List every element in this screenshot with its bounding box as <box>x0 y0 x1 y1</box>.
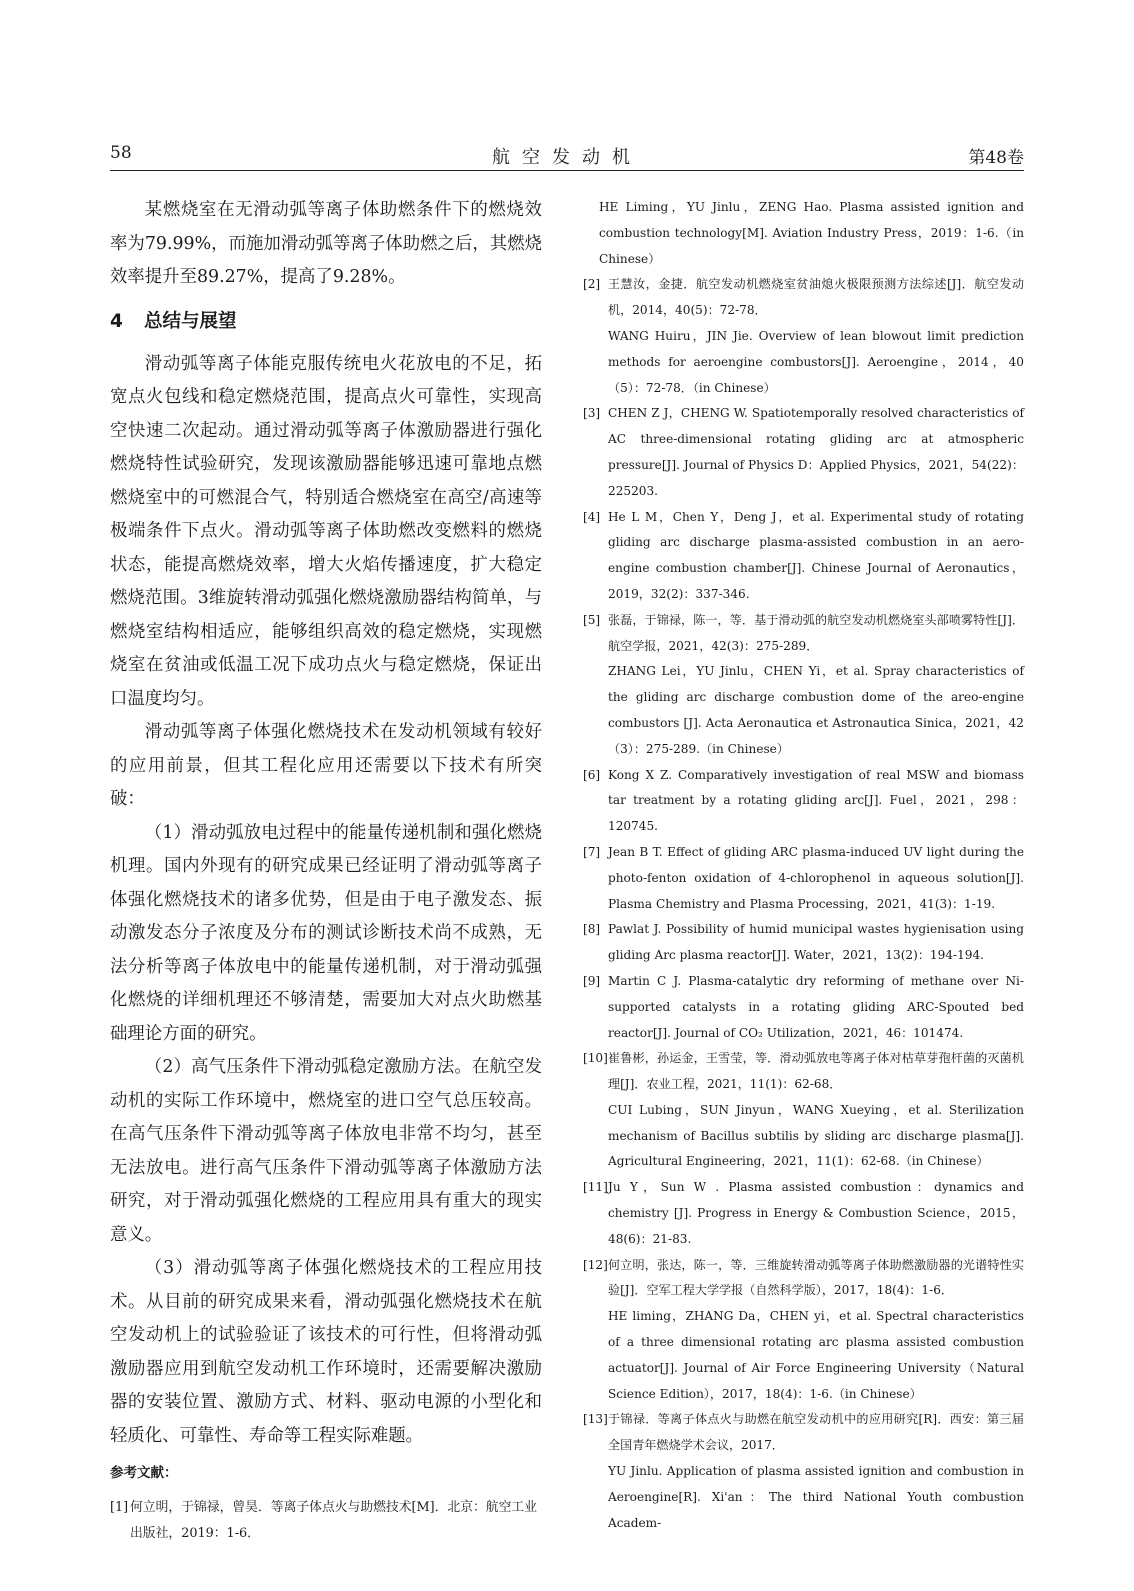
reference-text: 何立明，于锦禄，曾昊．等离子体点火与助燃技术[M]．北京：航空工业出版社，2019：1-6． <box>130 1500 537 1541</box>
reference-text-zh: 张磊，于锦禄，陈一，等．基于滑动弧的航空发动机燃烧室头部喷雾特性[J]．航空学报，2021，42(3)：275-289． <box>608 612 1024 653</box>
reference-text-en: Jean B T. Effect of gliding ARC plasma-induced UV light during the photo-fenton oxidation of 4-chlorophenol in aqueous solution[J]. Plasma Chemistry and Plasma Processing，2021，41(3)：1-19. <box>608 844 1024 911</box>
section-title: 总结与展望 <box>144 310 237 332</box>
paragraph-intro: 某燃烧室在无滑动弧等离子体助燃条件下的燃烧效率为79.99%，而施加滑动弧等离子体助燃之后，其燃烧效率提升至89.27%，提高了9.28%。 <box>110 200 543 287</box>
reference-item <box>583 1407 1024 1536</box>
section-heading <box>110 306 542 338</box>
reference-number: [4] <box>583 509 601 524</box>
reference-number: [2] <box>583 277 601 292</box>
reference-list <box>583 272 1024 1536</box>
reference-text-zh: 何立明，张达，陈一，等．三维旋转滑动弧等离子体助燃激励器的光谱特性实验[J]．空军工程大学学报（自然科学版），2017，18(4)：1-6． <box>608 1257 1024 1298</box>
paragraph-item-1: （1）滑动弧放电过程中的能量传递机制和强化燃烧机理。国内外现有的研究成果已经证明了滑动弧等离子体强化燃烧技术的诸多优势，但是由于电子激发态、振动激发态分子浓度及分布的测试诊断技术尚不成熟，无法分析等离子体放电中的能量传递机制，对于滑动弧强化燃烧的详细机理还不够清楚，需要加大对点火助燃基础理论方面的研究。 <box>110 822 542 1044</box>
reference-item <box>583 1175 1024 1252</box>
reference-item <box>583 272 1024 401</box>
reference-text-zh: 于锦禄．等离子体点火与助燃在航空发动机中的应用研究[R]．西安：第三届全国青年燃烧学术会议，2017． <box>608 1412 1024 1453</box>
reference-number: [10] <box>583 1051 608 1066</box>
reference-continuation: HE Liming，YU Jinlu，ZENG Hao. Plasma assisted ignition and combustion technology[M]. Aviation Industry Press，2019：1-6.（in Chinese） <box>599 200 1024 266</box>
reference-number: [6] <box>583 767 601 782</box>
page-number: 58 <box>110 143 132 163</box>
reference-text-en: ZHANG Lei，YU Jinlu，CHEN Yi，et al. Spray characteristics of the gliding arc discharge combustion dome of the areo-engine combustors [J]. Acta Aeronautica et Astronautica Sinica，2021，42（3）：275-289.（in Chinese） <box>608 664 1024 756</box>
reference-number: [3] <box>583 406 601 421</box>
reference-number: [11] <box>583 1180 608 1195</box>
left-column <box>110 194 542 1547</box>
paragraph-summary: 滑动弧等离子体能克服传统电火花放电的不足，拓宽点火包线和稳定燃烧范围，提高点火可靠性，实现高空快速二次起动。通过滑动弧等离子体激励器进行强化燃烧特性试验研究，发现该激励器能够迅速可靠地点燃燃烧室中的可燃混合气，特别适合燃烧室在高空/高速等极端条件下点火。滑动弧等离子体助燃改变燃料的燃烧状态，能提高燃烧效率，增大火焰传播速度，扩大稳定燃烧范围。3维旋转滑动弧强化燃烧激励器结构简单，与燃烧室结构相适应，能够组织高效的稳定燃烧，实现燃烧室在贫油或低温工况下成功点火与稳定燃烧，保证出口温度均匀。 <box>110 353 542 709</box>
reference-item <box>583 763 1024 840</box>
reference-text-zh: 崔鲁彬，孙运金，王雪莹，等．滑动弧放电等离子体对枯草芽孢杆菌的灭菌机理[J]．农业工程，2021，11(1)：62-68． <box>608 1051 1024 1092</box>
journal-title: 航空发动机 <box>492 147 642 168</box>
reference-number: [13] <box>583 1412 608 1427</box>
reference-item <box>583 1253 1024 1408</box>
paragraph-item-3: （3）滑动弧等离子体强化燃烧技术的工程应用技术。从目前的研究成果来看，滑动弧强化燃烧技术在航空发动机上的试验验证了该技术的可行性，但将滑动弧激励器应用到航空发动机工作环境时，还需要解决激励器的安装位置、激励方式、材料、驱动电源的小型化和轻质化、可靠性、寿命等工程实际难题。 <box>110 1258 542 1446</box>
reference-text-en: Ju Y，Sun W . Plasma assisted combustion：dynamics and chemistry [J]. Progress in Energy & Combustion Science，2015，48(6)：21-83. <box>608 1180 1024 1246</box>
reference-item <box>583 1046 1024 1175</box>
reference-text-en: YU Jinlu. Application of plasma assisted ignition and combustion in Aeroengine[R]. Xi'an：The third National Youth combustion Academ- <box>608 1464 1024 1530</box>
reference-item <box>583 969 1024 1046</box>
reference-item <box>583 917 1024 969</box>
reference-text-en: He L M，Chen Y，Deng J，et al. Experimental study of rotating gliding arc discharge plasma-assisted combustion in an aero-engine combustion chamber[J]. Chinese Journal of Aeronautics，2019，32(2)：337-346. <box>608 509 1024 601</box>
reference-text-en: CUI Lubing，SUN Jinyun，WANG Xueying，et al. Sterilization mechanism of Bacillus subtilis by sliding arc discharge plasma[J]. Agricultural Engineering，2021，11(1)：62-68.（in Chinese） <box>608 1102 1024 1169</box>
reference-number: [5] <box>583 612 601 627</box>
running-header <box>110 143 1024 169</box>
reference-number: [1] <box>110 1500 129 1515</box>
reference-item <box>583 608 1024 763</box>
reference-number: [12] <box>583 1257 608 1272</box>
reference-text-en: Kong X Z. Comparatively investigation of real MSW and biomass tar treatment by a rotating gliding arc[J]. Fuel，2021，298：120745. <box>608 767 1024 834</box>
reference-number: [8] <box>583 922 601 937</box>
reference-text-en: WANG Huiru，JIN Jie. Overview of lean blowout limit prediction methods for aeroengine combustors[J]. Aeroengine，2014，40（5）：72-78．（in Chinese） <box>608 328 1024 395</box>
references-heading: 参考文献： <box>110 1465 178 1481</box>
reference-item <box>583 840 1024 917</box>
reference-text-en: Martin C J. Plasma-catalytic dry reforming of methane over Ni-supported catalysts in a rotating gliding ARC-Spouted bed reactor[J]. Journal of CO₂ Utilization，2021，46：101474. <box>608 973 1024 1040</box>
reference-text-zh: 王慧汝，金捷．航空发动机燃烧室贫油熄火极限预测方法综述[J]．航空发动机，2014，40(5)：72-78． <box>608 277 1024 318</box>
reference-item <box>583 505 1024 608</box>
volume-label: 第48卷 <box>968 148 1024 168</box>
reference-number: [9] <box>583 973 601 988</box>
reference-text-en: Pawlat J. Possibility of humid municipal wastes hygienisation using gliding Arc plasma reactor[J]. Water，2021，13(2)：194-194. <box>608 922 1024 963</box>
reference-text-en: HE liming，ZHANG Da，CHEN yi，et al. Spectral characteristics of a three dimensional rotating arc plasma assisted combustion actuator[J]. Journal of Air Force Engineering University（Natural Science Edition），2017，18(4)：1-6.（in Chinese） <box>608 1309 1024 1401</box>
paragraph-outlook: 滑动弧等离子体强化燃烧技术在发动机领域有较好的应用前景，但其工程化应用还需要以下技术有所突破： <box>110 722 542 809</box>
reference-text-en: CHEN Z J，CHENG W. Spatiotemporally resolved characteristics of AC three-dimensional rotating gliding arc at atmospheric pressure[J]. Journal of Physics D：Applied Physics，2021，54(22)：225203. <box>608 406 1024 498</box>
section-number: 4 <box>110 310 123 332</box>
header-rule <box>110 170 1024 171</box>
reference-number: [7] <box>583 844 601 859</box>
paragraph-item-2: （2）高气压条件下滑动弧稳定激励方法。在航空发动机的实际工作环境中，燃烧室的进口空气总压较高。在高气压条件下滑动弧等离子体放电非常不均匀，甚至无法放电。进行高气压条件下滑动弧等离子体激励方法研究，对于滑动弧强化燃烧的工程应用具有重大的现实意义。 <box>110 1057 542 1245</box>
right-column <box>583 195 1024 1536</box>
reference-item <box>583 401 1024 504</box>
reference-item <box>110 1495 542 1547</box>
